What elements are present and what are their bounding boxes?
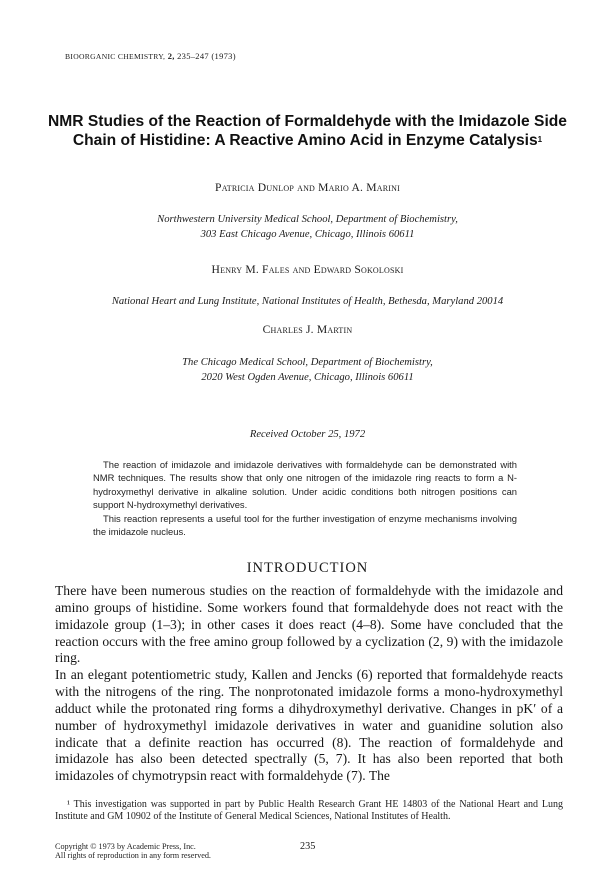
footnote-text: ¹ This investigation was supported in part by Public Health Research Grant HE 14803 of the National Heart and Lung Institute and GM 10902 of the Institute of General Medical Sciences, National Institutes of Health. — [55, 799, 563, 823]
journal-citation — [65, 51, 236, 61]
affiliation-2 — [40, 294, 575, 309]
copyright-line-1: Copyright © 1973 by Academic Press, Inc. — [55, 842, 196, 851]
page-number: 235 — [300, 841, 316, 852]
author-names-3: Charles J. Martin — [262, 323, 353, 336]
affiliation-2-line-1: National Heart and Lung Institute, National Institutes of Health, Bethesda, Maryland 20014 — [111, 296, 504, 307]
abstract-paragraph-2: This reaction represents a useful tool for the further investigation of enzyme mechanisms involving the imidazole nucleus. — [93, 512, 517, 538]
introduction-paragraph-2: In an elegant potentiometric study, Kallen and Jencks (6) reported that formaldehyde reacts with the nitrogens of the ring. The nonprotonated imidazole forms a mono-hydroxymethyl adduct while the protonated ring forms a dihydroxymethyl derivative. Changes in pK′ of a number of hydroxymethyl imidazole derivatives in water and guanidine solution also indicate that a definite reaction has occurred (8). The reaction of formaldehyde and imidazole has also been detected spectrally (5, 7). It has also been reported that both imidazoles of chymotrypsin react with formaldehyde (7). The — [55, 667, 563, 784]
section-heading-introduction: INTRODUCTION — [246, 560, 369, 576]
received-date: Received October 25, 1972 — [249, 429, 366, 440]
abstract-paragraph-1: The reaction of imidazole and imidazole derivatives with formaldehyde can be demonstrated with NMR techniques. The results show that only one nitrogen of the imidazole ring reacts to form a N-hydroxymethyl derivative in alkaline solution. Under acidic conditions both nitrogen positions can support N-hydroxymethyl derivatives. — [93, 459, 517, 511]
abstract — [93, 458, 517, 538]
affiliation-1-line-2: 303 East Chicago Avenue, Chicago, Illinois 60611 — [200, 229, 415, 240]
affiliation-3 — [60, 355, 555, 385]
paper-title — [40, 112, 575, 150]
affiliation-3-line-2: 2020 West Ogden Avenue, Chicago, Illinois 60611 — [201, 372, 414, 383]
journal-volume: 2, — [167, 51, 175, 61]
author-names-1: Patricia Dunlop and Mario A. Marini — [215, 181, 400, 194]
affiliation-1 — [60, 212, 555, 242]
paper-title-text: NMR Studies of the Reaction of Formaldehyde with the Imidazole Side Chain of Histidine: A Reactive Amino Acid in Enzyme Catalysis — [48, 113, 567, 149]
footnote — [55, 799, 563, 823]
author-names-2: Henry M. Fales and Edward Sokoloski — [211, 263, 404, 276]
affiliation-3-line-1: The Chicago Medical School, Department of Biochemistry, — [182, 357, 433, 368]
affiliation-1-line-1: Northwestern University Medical School, Department of Biochemistry, — [157, 214, 458, 225]
copyright-line-2: All rights of reproduction in any form reserved. — [55, 851, 211, 861]
introduction-body — [55, 583, 563, 785]
journal-name: BIOORGANIC CHEMISTRY, — [65, 52, 166, 61]
copyright-notice — [55, 842, 211, 861]
journal-pages-year: 235–247 (1973) — [177, 51, 236, 61]
introduction-paragraph-1: There have been numerous studies on the reaction of formaldehyde with the imidazole and amino groups of histidine. Some workers found that formaldehyde does not react with the imidazole group (1–3); in other cases it does react (4–8). Some have concluded that the reaction occurs with the free amino group followed by a cyclization (2, 9) with the imidazole ring. — [55, 583, 563, 666]
title-footnote-mark: 1 — [537, 135, 543, 144]
